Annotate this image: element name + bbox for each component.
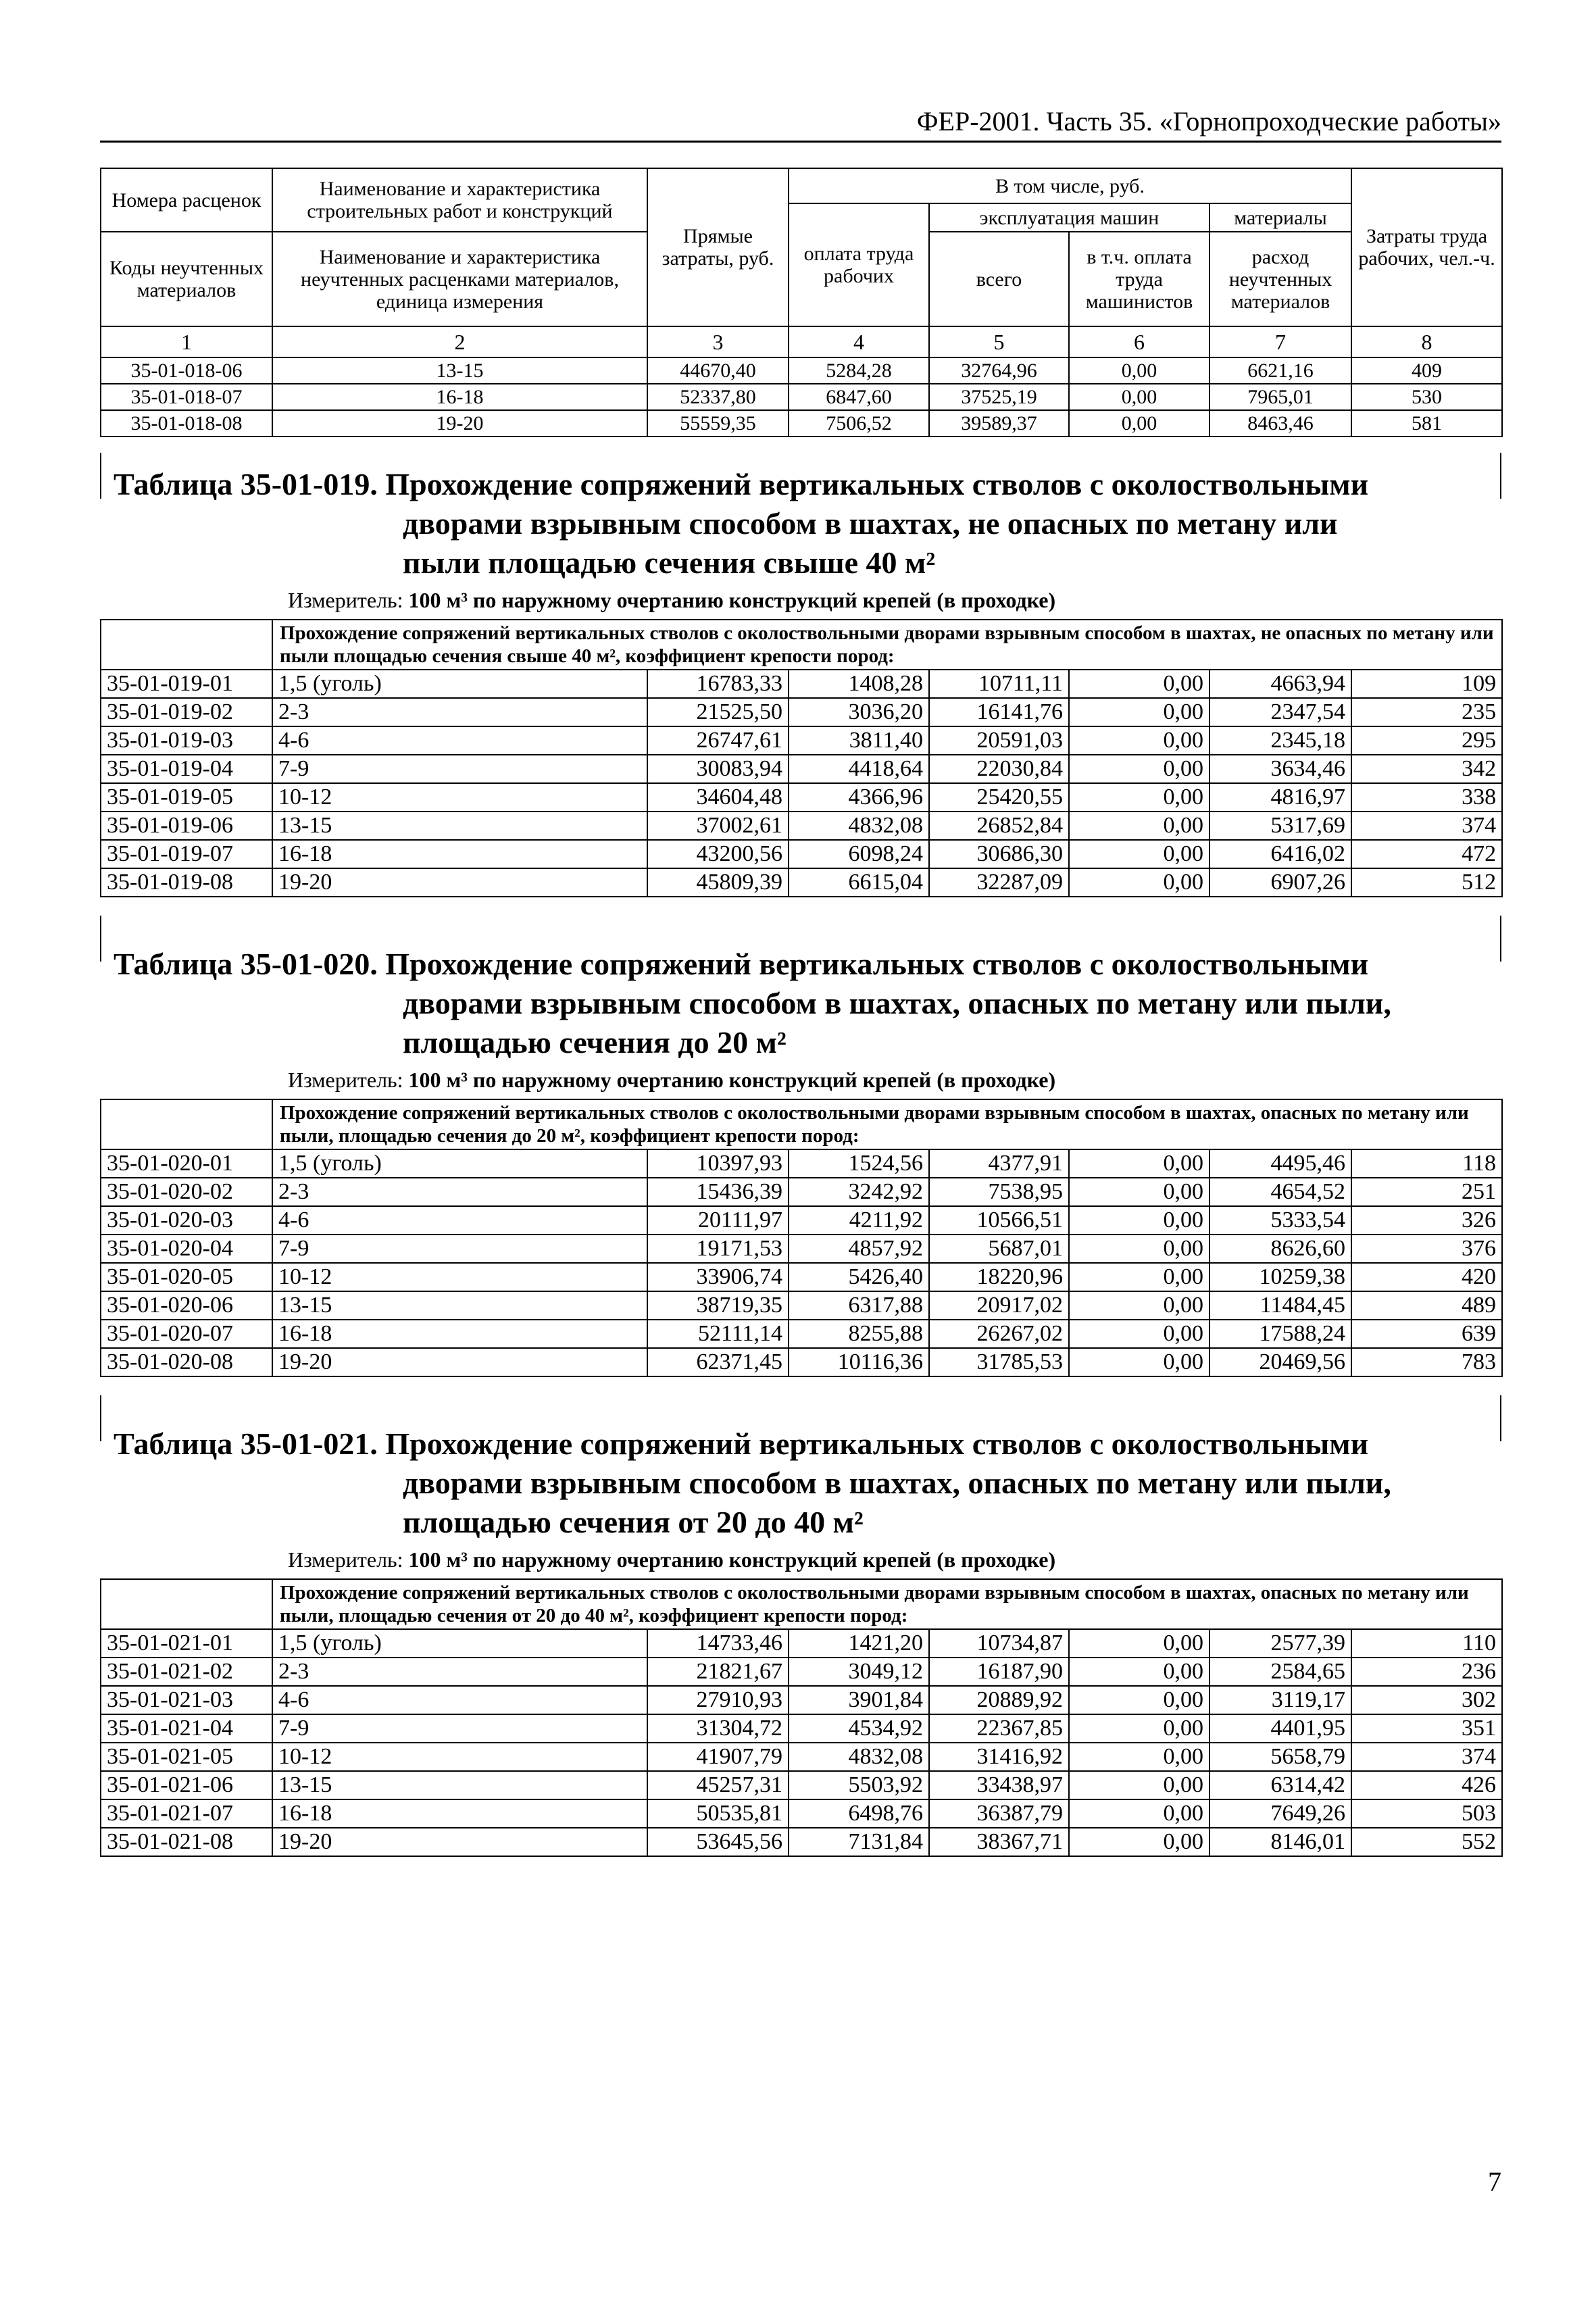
table-row <box>101 1629 1502 1658</box>
table-row <box>101 1686 1502 1714</box>
table-cell: 35-01-020-04 <box>101 1235 272 1263</box>
table-cell: 35-01-020-03 <box>101 1206 272 1235</box>
table-cell: 295 <box>1351 726 1502 755</box>
page-number: 7 <box>1488 2166 1501 2197</box>
table-cell: 26747,61 <box>647 726 789 755</box>
table-cell: 27910,93 <box>647 1686 789 1714</box>
table-row <box>101 1149 1502 1178</box>
table-cell: 35-01-019-01 <box>101 670 272 698</box>
table-cell: 10-12 <box>272 783 647 812</box>
table-cell: 44670,40 <box>647 357 789 384</box>
table-cell: 7965,01 <box>1210 384 1351 410</box>
header-rate-number: Номера расценок <box>101 168 272 232</box>
table-cell: 4418,64 <box>789 755 929 783</box>
table-cell: 2347,54 <box>1210 698 1351 726</box>
table-cell: 16141,76 <box>929 698 1069 726</box>
table-cell: 3811,40 <box>789 726 929 755</box>
table-cell: 6615,04 <box>789 868 929 897</box>
table-cell: 3036,20 <box>789 698 929 726</box>
table-cell: 4-6 <box>272 1686 647 1714</box>
table-cell: 17588,24 <box>1210 1320 1351 1348</box>
measure-unit: Измеритель: 100 м³ по наружному очертанию конструкций крепей (в проходке) <box>288 588 1056 612</box>
measure-unit: Измеритель: 100 м³ по наружному очертанию конструкций крепей (в проходке) <box>288 1068 1056 1092</box>
table-cell: 0,00 <box>1069 1686 1210 1714</box>
table-cell: 10259,38 <box>1210 1263 1351 1291</box>
table-cell: 31304,72 <box>647 1714 789 1743</box>
table-cell: 2-3 <box>272 698 647 726</box>
table-cell: 4654,52 <box>1210 1178 1351 1206</box>
table-cell: 0,00 <box>1069 783 1210 812</box>
table-cell: 7131,84 <box>789 1828 929 1856</box>
table-cell: 35-01-021-08 <box>101 1828 272 1856</box>
table-cell: 6621,16 <box>1210 357 1351 384</box>
table-cell: 1524,56 <box>789 1149 929 1178</box>
table-cell: 34604,48 <box>647 783 789 812</box>
table-cell: 19-20 <box>272 410 647 437</box>
table-cell: 19171,53 <box>647 1235 789 1263</box>
measure-unit: Измеритель: 100 м³ по наружному очертанию конструкций крепей (в проходке) <box>288 1547 1056 1572</box>
table-cell: 35-01-020-08 <box>101 1348 272 1376</box>
table-cell: 10566,51 <box>929 1206 1069 1235</box>
table-cell: 20111,97 <box>647 1206 789 1235</box>
table-cell: 53645,56 <box>647 1828 789 1856</box>
table-cell: 5687,01 <box>929 1235 1069 1263</box>
table-cell: 6498,76 <box>789 1799 929 1828</box>
table-cell: 19-20 <box>272 1828 647 1856</box>
table-cell: 0,00 <box>1069 1348 1210 1376</box>
table-cell: 338 <box>1351 783 1502 812</box>
table-cell: 35-01-019-02 <box>101 698 272 726</box>
table-cell: 7-9 <box>272 1714 647 1743</box>
table-cell: 0,00 <box>1069 1714 1210 1743</box>
table-cell: 10711,11 <box>929 670 1069 698</box>
table-cell: 351 <box>1351 1714 1502 1743</box>
table-cell: 0,00 <box>1069 1629 1210 1658</box>
table-title-line-2: дворами взрывным способом в шахтах, опасных по метану или пыли, <box>403 986 1391 1020</box>
table-cell: 1408,28 <box>789 670 929 698</box>
table-cell: 52111,14 <box>647 1320 789 1348</box>
column-header-table <box>100 168 1503 437</box>
header-worker-pay: оплата труда рабочих <box>789 203 929 326</box>
table-cell: 5333,54 <box>1210 1206 1351 1235</box>
table-cell: 10-12 <box>272 1263 647 1291</box>
table-row <box>101 812 1502 840</box>
table-cell: 489 <box>1351 1291 1502 1320</box>
table-row <box>101 1291 1502 1320</box>
table-cell: 35-01-018-07 <box>101 384 272 410</box>
table-cell: 0,00 <box>1069 670 1210 698</box>
table-cell: 4366,96 <box>789 783 929 812</box>
table-row <box>101 1743 1502 1771</box>
running-header: ФЕР-2001. Часть 35. «Горнопроходческие работы» <box>916 106 1501 136</box>
table-cell: 1421,20 <box>789 1629 929 1658</box>
table-cell: 0,00 <box>1069 384 1210 410</box>
table-cell: 4-6 <box>272 726 647 755</box>
table-title-line-1: Таблица 35-01-021. Прохождение сопряжений вертикальных стволов с околоствольными <box>114 1426 1369 1461</box>
table-cell: 552 <box>1351 1828 1502 1856</box>
table-cell: 26852,84 <box>929 812 1069 840</box>
table-cell: 5658,79 <box>1210 1743 1351 1771</box>
table-cell: 1,5 (уголь) <box>272 1629 647 1658</box>
table-row <box>101 1658 1502 1686</box>
table-cell: 2-3 <box>272 1178 647 1206</box>
table-row <box>101 1235 1502 1263</box>
table-cell: 2-3 <box>272 1658 647 1686</box>
rate-table <box>100 1578 1503 1857</box>
table-cell: 45809,39 <box>647 868 789 897</box>
table-cell: 0,00 <box>1069 726 1210 755</box>
rate-table <box>100 619 1503 897</box>
table-cell: 0,00 <box>1069 755 1210 783</box>
table-cell: 6416,02 <box>1210 840 1351 868</box>
table-cell: 25420,55 <box>929 783 1069 812</box>
table-cell: 0,00 <box>1069 1743 1210 1771</box>
table-cell: 118 <box>1351 1149 1502 1178</box>
table-cell: 16783,33 <box>647 670 789 698</box>
table-cell: 16-18 <box>272 384 647 410</box>
table-cell: 26267,02 <box>929 1320 1069 1348</box>
table-cell: 3119,17 <box>1210 1686 1351 1714</box>
table-cell: 503 <box>1351 1799 1502 1828</box>
table-cell: 639 <box>1351 1320 1502 1348</box>
table-cell: 35-01-020-06 <box>101 1291 272 1320</box>
table-cell: 20917,02 <box>929 1291 1069 1320</box>
table-cell: 0,00 <box>1069 1658 1210 1686</box>
table-cell: 4211,92 <box>789 1206 929 1235</box>
table-cell: 2584,65 <box>1210 1658 1351 1686</box>
table-cell: 30686,30 <box>929 840 1069 868</box>
table-cell: 43200,56 <box>647 840 789 868</box>
table-cell: 36387,79 <box>929 1799 1069 1828</box>
table-cell: 2577,39 <box>1210 1629 1351 1658</box>
table-row <box>101 698 1502 726</box>
table-cell: 2345,18 <box>1210 726 1351 755</box>
table-cell: 0,00 <box>1069 1771 1210 1799</box>
table-cell: 4832,08 <box>789 1743 929 1771</box>
table-cell: 55559,35 <box>647 410 789 437</box>
table-cell: 109 <box>1351 670 1502 698</box>
table-row <box>101 1178 1502 1206</box>
table-row <box>101 1714 1502 1743</box>
table-cell: 6907,26 <box>1210 868 1351 897</box>
table-cell: 5317,69 <box>1210 812 1351 840</box>
table-cell: 37002,61 <box>647 812 789 840</box>
table-row <box>101 868 1502 897</box>
table-row <box>101 1320 1502 1348</box>
table-description-row <box>101 1099 1502 1149</box>
table-cell: 16-18 <box>272 840 647 868</box>
table-cell: 3634,46 <box>1210 755 1351 783</box>
header-index-row: 1 2 3 4 5 6 7 8 <box>101 326 1502 357</box>
table-row <box>101 1799 1502 1828</box>
table-row <box>101 410 1502 437</box>
table-cell: 20889,92 <box>929 1686 1069 1714</box>
table-cell: 1,5 (уголь) <box>272 1149 647 1178</box>
table-cell: 20469,56 <box>1210 1348 1351 1376</box>
table-cell: 10397,93 <box>647 1149 789 1178</box>
header-rule <box>100 141 1501 143</box>
table-cell: 472 <box>1351 840 1502 868</box>
table-cell: 530 <box>1351 384 1502 410</box>
table-cell: 4857,92 <box>789 1235 929 1263</box>
table-cell: 0,00 <box>1069 698 1210 726</box>
table-cell: 0,00 <box>1069 840 1210 868</box>
table-cell: 110 <box>1351 1629 1502 1658</box>
table-cell: 45257,31 <box>647 1771 789 1799</box>
table-cell: 22367,85 <box>929 1714 1069 1743</box>
header-machines: эксплуатация машин <box>929 203 1210 232</box>
table-cell: 420 <box>1351 1263 1502 1291</box>
table-cell: 31416,92 <box>929 1743 1069 1771</box>
header-work-name: Наименование и характеристика строительных работ и конструкций <box>272 168 647 232</box>
table-row <box>101 357 1502 384</box>
table-cell: 19-20 <box>272 1348 647 1376</box>
table-cell: 13-15 <box>272 1291 647 1320</box>
table-cell: 15436,39 <box>647 1178 789 1206</box>
table-cell: 409 <box>1351 357 1502 384</box>
table-cell: 4663,94 <box>1210 670 1351 698</box>
table-cell: 0,00 <box>1069 868 1210 897</box>
header-direct-costs: Прямые затраты, руб. <box>647 168 789 326</box>
table-row <box>101 670 1502 698</box>
table-cell: 236 <box>1351 1658 1502 1686</box>
table-cell: 4377,91 <box>929 1149 1069 1178</box>
header-materials: материалы <box>1210 203 1351 232</box>
table-cell: 39589,37 <box>929 410 1069 437</box>
table-cell: 251 <box>1351 1178 1502 1206</box>
table-cell: 35-01-021-05 <box>101 1743 272 1771</box>
table-cell: 35-01-018-06 <box>101 357 272 384</box>
header-labor-costs: Затраты труда рабочих, чел.-ч. <box>1351 168 1502 326</box>
table-cell: 35-01-021-07 <box>101 1799 272 1828</box>
table-cell: 7-9 <box>272 1235 647 1263</box>
table-cell: 5284,28 <box>789 357 929 384</box>
table-cell: 35-01-021-02 <box>101 1658 272 1686</box>
table-description: Прохождение сопряжений вертикальных стволов с околоствольными дворами взрывным способом в шахтах, не опасных по метану или пыли площадью сечения свыше 40 м², коэффициент крепости пород: <box>272 620 1502 670</box>
table-cell: 21821,67 <box>647 1658 789 1686</box>
table-cell: 8626,60 <box>1210 1235 1351 1263</box>
table-row <box>101 1206 1502 1235</box>
table-cell: 4-6 <box>272 1206 647 1235</box>
table-cell: 22030,84 <box>929 755 1069 783</box>
table-cell: 4495,46 <box>1210 1149 1351 1178</box>
table-cell: 342 <box>1351 755 1502 783</box>
table-cell: 14733,46 <box>647 1629 789 1658</box>
table-row <box>101 755 1502 783</box>
table-cell: 35-01-021-01 <box>101 1629 272 1658</box>
table-cell: 0,00 <box>1069 1206 1210 1235</box>
header-including: В том числе, руб. <box>789 168 1351 203</box>
header-material-codes: Коды неучтенных материалов <box>101 232 272 326</box>
table-cell: 35-01-019-08 <box>101 868 272 897</box>
table-cell: 3049,12 <box>789 1658 929 1686</box>
table-cell: 376 <box>1351 1235 1502 1263</box>
table-cell: 21525,50 <box>647 698 789 726</box>
table-cell: 35-01-020-07 <box>101 1320 272 1348</box>
table-cell: 35-01-019-05 <box>101 783 272 812</box>
table-cell: 0,00 <box>1069 357 1210 384</box>
table-cell: 6847,60 <box>789 384 929 410</box>
table-title-line-3: площадью сечения от 20 до 40 м² <box>403 1505 864 1539</box>
table-cell: 1,5 (уголь) <box>272 670 647 698</box>
table-cell: 6317,88 <box>789 1291 929 1320</box>
table-cell: 374 <box>1351 1743 1502 1771</box>
table-row <box>101 1771 1502 1799</box>
table-cell: 0,00 <box>1069 1320 1210 1348</box>
table-description-row <box>101 1579 1502 1629</box>
table-cell: 10-12 <box>272 1743 647 1771</box>
table-cell: 16187,90 <box>929 1658 1069 1686</box>
table-cell: 4534,92 <box>789 1714 929 1743</box>
table-title-line-1: Таблица 35-01-019. Прохождение сопряжений вертикальных стволов с околоствольными <box>114 467 1369 501</box>
table-cell: 35-01-021-06 <box>101 1771 272 1799</box>
table-cell: 16-18 <box>272 1799 647 1828</box>
table-cell: 38719,35 <box>647 1291 789 1320</box>
table-description: Прохождение сопряжений вертикальных стволов с околоствольными дворами взрывным способом в шахтах, опасных по метану или пыли, площадью сечения от 20 до 40 м², коэффициент крепости пород: <box>272 1579 1502 1629</box>
table-cell: 20591,03 <box>929 726 1069 755</box>
table-cell: 62371,45 <box>647 1348 789 1376</box>
table-cell: 19-20 <box>272 868 647 897</box>
continuation-rows <box>101 357 1502 437</box>
table-description: Прохождение сопряжений вертикальных стволов с околоствольными дворами взрывным способом в шахтах, опасных по метану или пыли, площадью сечения до 20 м², коэффициент крепости пород: <box>272 1099 1502 1149</box>
table-cell: 8146,01 <box>1210 1828 1351 1856</box>
table-cell: 11484,45 <box>1210 1291 1351 1320</box>
table-cell: 35-01-020-01 <box>101 1149 272 1178</box>
header-material-usage: расход неучтенных материалов <box>1210 232 1351 326</box>
table-cell: 35-01-020-02 <box>101 1178 272 1206</box>
table-cell: 35-01-018-08 <box>101 410 272 437</box>
table-title-line-2: дворами взрывным способом в шахтах, не опасных по метану или <box>403 506 1338 541</box>
table-cell: 10116,36 <box>789 1348 929 1376</box>
table-title-line-3: площадью сечения до 20 м² <box>403 1025 787 1060</box>
header-operator-pay: в т.ч. оплата труда машинистов <box>1069 232 1210 326</box>
table-cell: 581 <box>1351 410 1502 437</box>
table-cell: 41907,79 <box>647 1743 789 1771</box>
table-cell: 35-01-021-04 <box>101 1714 272 1743</box>
table-cell: 0,00 <box>1069 410 1210 437</box>
table-cell: 302 <box>1351 1686 1502 1714</box>
table-cell: 18220,96 <box>929 1263 1069 1291</box>
table-cell: 37525,19 <box>929 384 1069 410</box>
table-cell: 783 <box>1351 1348 1502 1376</box>
table-cell: 13-15 <box>272 812 647 840</box>
table-cell: 32287,09 <box>929 868 1069 897</box>
table-cell: 35-01-021-03 <box>101 1686 272 1714</box>
table-cell: 4816,97 <box>1210 783 1351 812</box>
table-description-row <box>101 620 1502 670</box>
table-cell: 52337,80 <box>647 384 789 410</box>
table-cell: 426 <box>1351 1771 1502 1799</box>
table-cell: 0,00 <box>1069 1291 1210 1320</box>
table-cell: 35-01-020-05 <box>101 1263 272 1291</box>
table-cell: 7506,52 <box>789 410 929 437</box>
table-cell: 5426,40 <box>789 1263 929 1291</box>
table-cell: 4401,95 <box>1210 1714 1351 1743</box>
table-cell: 6314,42 <box>1210 1771 1351 1799</box>
table-cell: 0,00 <box>1069 1235 1210 1263</box>
table-cell: 33906,74 <box>647 1263 789 1291</box>
header-machines-total: всего <box>929 232 1069 326</box>
table-cell: 35-01-019-06 <box>101 812 272 840</box>
table-cell: 235 <box>1351 698 1502 726</box>
table-cell: 32764,96 <box>929 357 1069 384</box>
table-cell: 7538,95 <box>929 1178 1069 1206</box>
table-cell: 35-01-019-07 <box>101 840 272 868</box>
table-cell: 7649,26 <box>1210 1799 1351 1828</box>
table-cell: 0,00 <box>1069 1263 1210 1291</box>
table-cell: 0,00 <box>1069 1799 1210 1828</box>
table-row <box>101 783 1502 812</box>
table-cell: 4832,08 <box>789 812 929 840</box>
table-cell: 38367,71 <box>929 1828 1069 1856</box>
table-row <box>101 1828 1502 1856</box>
table-cell: 31785,53 <box>929 1348 1069 1376</box>
table-cell: 7-9 <box>272 755 647 783</box>
table-cell: 35-01-019-04 <box>101 755 272 783</box>
table-cell: 33438,97 <box>929 1771 1069 1799</box>
table-cell: 6098,24 <box>789 840 929 868</box>
table-cell: 5503,92 <box>789 1771 929 1799</box>
table-cell: 3242,92 <box>789 1178 929 1206</box>
table-cell: 8463,46 <box>1210 410 1351 437</box>
table-cell: 8255,88 <box>789 1320 929 1348</box>
table-cell: 35-01-019-03 <box>101 726 272 755</box>
table-cell: 30083,94 <box>647 755 789 783</box>
rate-table <box>100 1099 1503 1377</box>
header-material-names: Наименование и характеристика неучтенных расценками материалов, единица измерения <box>272 232 647 326</box>
table-row <box>101 1263 1502 1291</box>
table-cell: 50535,81 <box>647 1799 789 1828</box>
table-cell: 0,00 <box>1069 1149 1210 1178</box>
table-cell: 0,00 <box>1069 1178 1210 1206</box>
table-cell: 13-15 <box>272 1771 647 1799</box>
table-cell: 13-15 <box>272 357 647 384</box>
table-row <box>101 1348 1502 1376</box>
table-title-line-1: Таблица 35-01-020. Прохождение сопряжений вертикальных стволов с околоствольными <box>114 947 1369 981</box>
table-title-line-3: пыли площадью сечения свыше 40 м² <box>403 545 936 580</box>
table-cell: 0,00 <box>1069 1828 1210 1856</box>
table-cell: 326 <box>1351 1206 1502 1235</box>
table-cell: 0,00 <box>1069 812 1210 840</box>
table-title-line-2: дворами взрывным способом в шахтах, опасных по метану или пыли, <box>403 1466 1391 1500</box>
table-row <box>101 384 1502 410</box>
table-cell: 512 <box>1351 868 1502 897</box>
table-cell: 16-18 <box>272 1320 647 1348</box>
table-cell: 374 <box>1351 812 1502 840</box>
table-cell: 10734,87 <box>929 1629 1069 1658</box>
table-row <box>101 726 1502 755</box>
table-cell: 3901,84 <box>789 1686 929 1714</box>
table-row <box>101 840 1502 868</box>
